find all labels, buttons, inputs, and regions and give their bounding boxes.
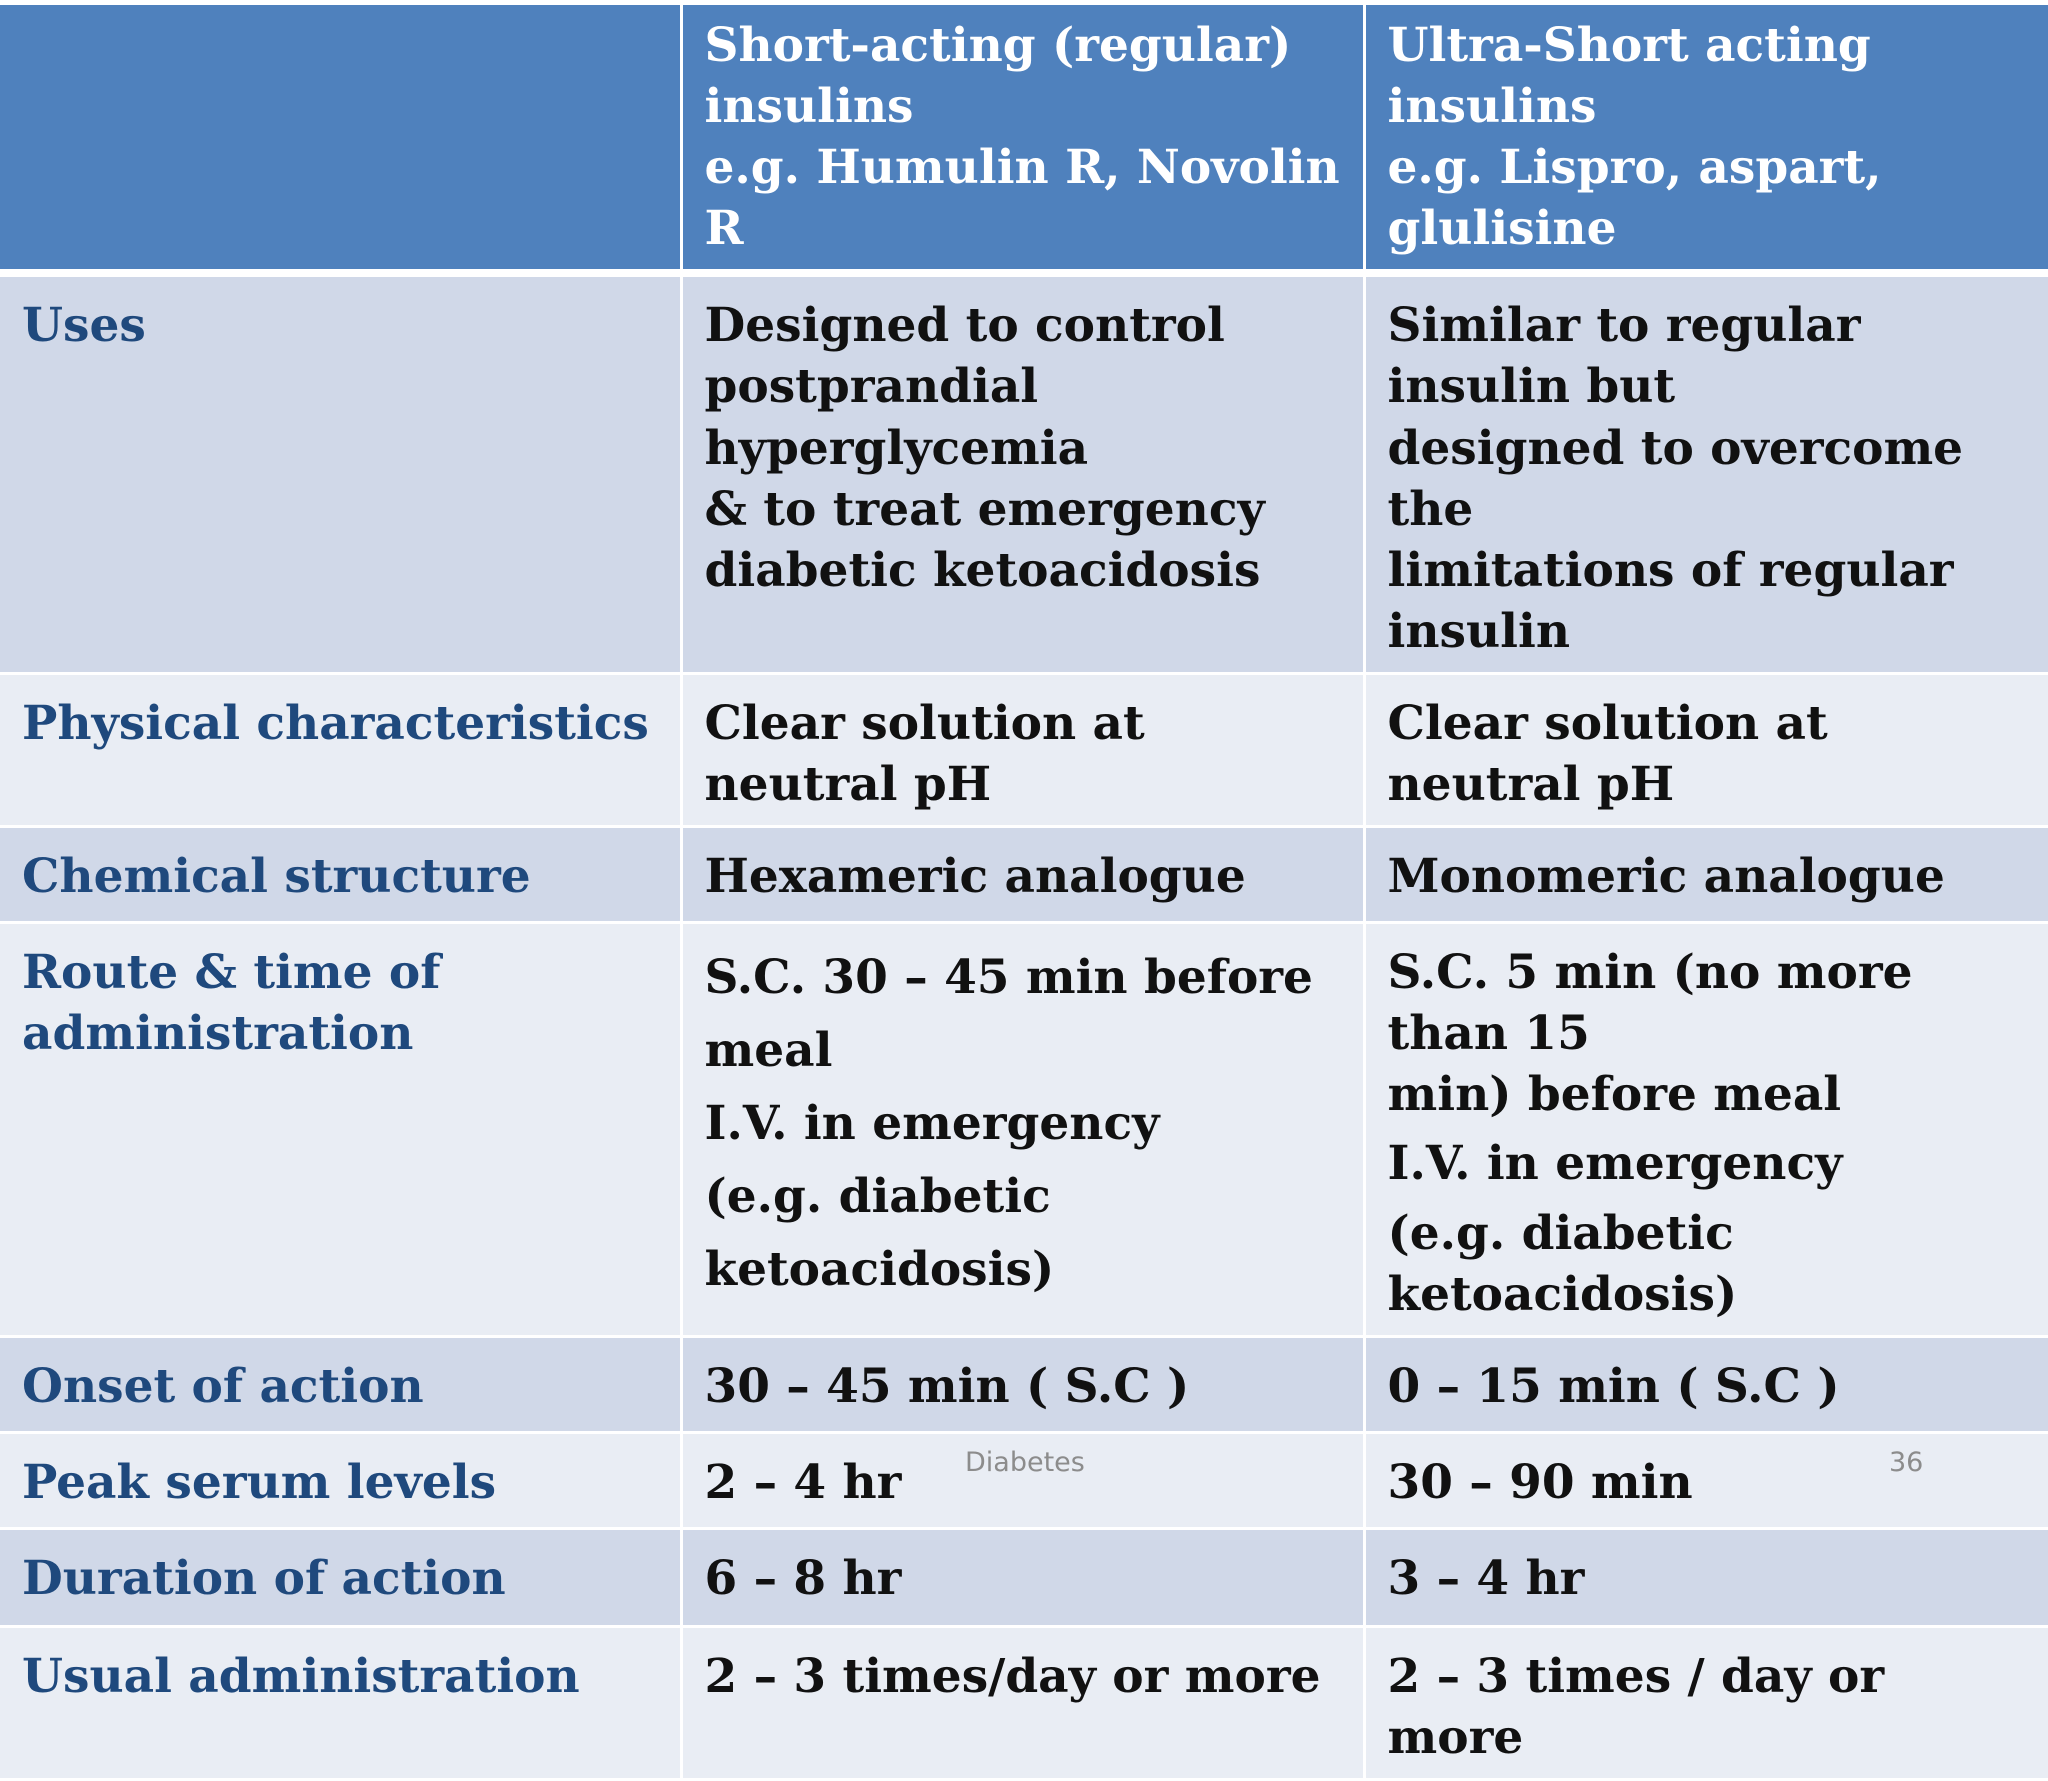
- row-ultra-value: [1364, 1528, 2048, 1626]
- row-label: Uses: [0, 273, 681, 673]
- insulin-comparison-table: [0, 5, 2048, 1781]
- table-row-physical-characteristics: [0, 673, 2048, 826]
- table-header-row: [0, 5, 2048, 273]
- table-row-duration: [0, 1528, 2048, 1626]
- row-label-line1: Route & time of: [22, 945, 441, 1001]
- row-label: Usual administration: [0, 1626, 681, 1779]
- cell-line: Similar to regular insulin but: [1387, 298, 1861, 415]
- cell-line: Clear solution at neutral pH: [704, 695, 1145, 813]
- cell-line: 2 – 3 times/day or more: [704, 1648, 1321, 1704]
- row-label: Physical characteristics: [0, 673, 681, 826]
- cell-line: 0 – 15 min ( S.C ): [1387, 1358, 1840, 1414]
- row-ultra-value: [1364, 273, 2048, 673]
- row-short-value: [681, 273, 1364, 673]
- cell-line: 2 – 3 times / day or more: [1387, 1648, 1885, 1765]
- cell-line: (e.g. diabetic ketoacidosis): [704, 1168, 1055, 1297]
- footer-text: Diabetes: [965, 1447, 1085, 1478]
- header-short-title-line1: Short-acting (regular): [704, 18, 1292, 73]
- cell-line: (e.g. diabetic ketoacidosis): [1387, 1205, 1738, 1322]
- row-short-value: [681, 1626, 1364, 1779]
- cell-line: S.C. 30 – 45 min before meal: [704, 950, 1313, 1078]
- row-ultra-value: [1364, 673, 2048, 826]
- cell-line: diabetic ketoacidosis: [704, 542, 1261, 598]
- header-short-acting: [681, 5, 1364, 273]
- row-ultra-value: [1364, 1432, 2048, 1528]
- table-row-route-time: [0, 923, 2048, 1337]
- row-label: Onset of action: [0, 1336, 681, 1432]
- cell-line: min) before meal: [1387, 1067, 1842, 1123]
- row-label: [0, 923, 681, 1337]
- cell-line: Designed to control: [704, 298, 1225, 354]
- row-label: Peak serum levels: [0, 1432, 681, 1528]
- row-label-line2: administration: [22, 1006, 414, 1062]
- cell-line: Hexameric analogue: [704, 849, 1246, 905]
- cell-line: 6 – 8 hr: [704, 1550, 902, 1606]
- cell-line: & to treat emergency: [704, 481, 1265, 537]
- cell-line: Monomeric analogue: [1387, 849, 1945, 905]
- cell-line: 30 – 45 min ( S.C ): [704, 1358, 1190, 1414]
- header-ultra-examples: e.g. Lispro, aspart, glulisine: [1387, 140, 1882, 257]
- header-short-title-line2: insulins: [704, 79, 914, 135]
- row-ultra-value: [1364, 923, 2048, 1337]
- cell-line: S.C. 5 min (no more than 15: [1387, 945, 1913, 1062]
- header-ultra-short-acting: [1364, 5, 2048, 273]
- cell-line: limitations of regular insulin: [1387, 542, 1954, 659]
- header-ultra-title: Ultra-Short acting insulins: [1387, 18, 1871, 135]
- cell-line: I.V. in emergency: [1387, 1136, 1843, 1192]
- row-short-value: [681, 1336, 1364, 1432]
- page-number: 36: [1889, 1447, 1924, 1478]
- cell-line: designed to overcome the: [1387, 420, 1964, 537]
- row-short-value: [681, 673, 1364, 826]
- cell-line: I.V. in emergency: [704, 1095, 1160, 1151]
- table-row-onset: [0, 1336, 2048, 1432]
- cell-line: 3 – 4 hr: [1387, 1550, 1585, 1606]
- row-label: Chemical structure: [0, 827, 681, 923]
- table-row-uses: [0, 273, 2048, 673]
- table-row-usual-administration: [0, 1626, 2048, 1779]
- row-ultra-value: [1364, 1336, 2048, 1432]
- row-short-value: [681, 1528, 1364, 1626]
- cell-line: postprandial hyperglycemia: [704, 359, 1089, 476]
- cell-line: 2 – 4 hr: [704, 1454, 902, 1510]
- row-ultra-value: [1364, 1626, 2048, 1779]
- cell-line: 30 – 90 min: [1387, 1454, 1693, 1510]
- header-empty-cell: [0, 5, 681, 273]
- row-short-value: [681, 827, 1364, 923]
- row-ultra-value: [1364, 827, 2048, 923]
- table-row-chemical-structure: [0, 827, 2048, 923]
- cell-line: Clear solution at neutral pH: [1387, 695, 1828, 813]
- header-short-examples: e.g. Humulin R, Novolin R: [704, 140, 1340, 257]
- row-short-value: [681, 923, 1364, 1337]
- row-label: Duration of action: [0, 1528, 681, 1626]
